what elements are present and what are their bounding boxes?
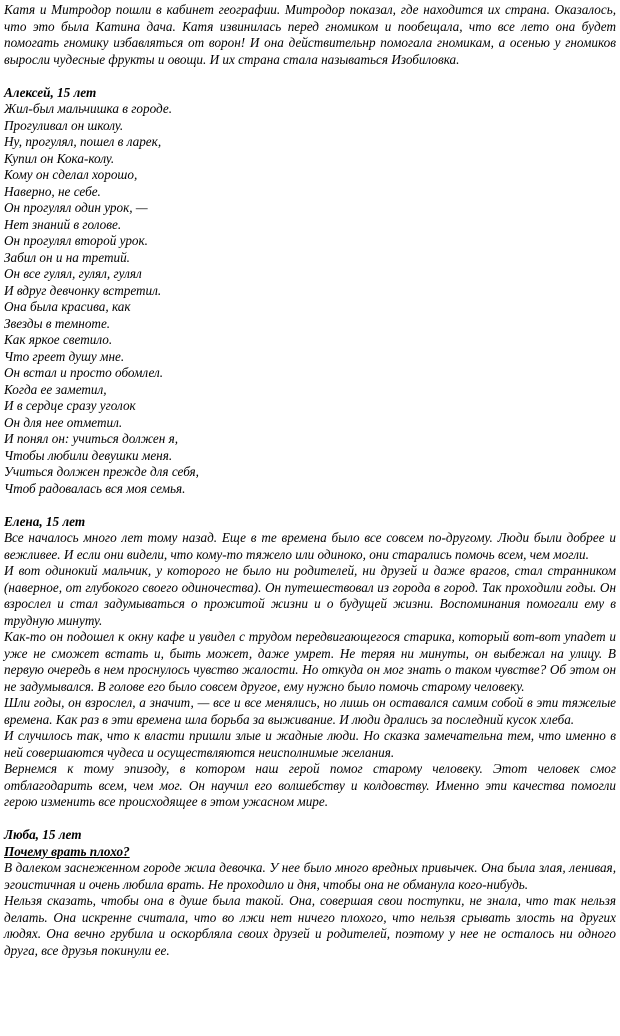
intro-paragraph: Катя и Митродор пошли в кабинет географии. Митродор показал, где находится их страна. Оказалось, что это была Катина дача. Катя извинилась перед гномиком и пообещала, что все лето она будет помогать гномику избавляться от ворон! И она действительнр помогала гномикам, а осенью у гномиков выросли чудесные фрукты и овощи. И их страна стала называться Изобиловка. — [4, 2, 616, 67]
lyuba-section — [4, 827, 616, 959]
poem-line: Что греет душу мне. — [4, 348, 125, 364]
section-gap — [4, 68, 616, 85]
poem-line: Наверно, не себе. — [4, 183, 101, 199]
elena-paragraph: Вернемся к тому эпизоду, в котором наш герой помог старому человеку. Этот человек смог отблагодарить всем, чем мог. Он научил его волшебству и колдовству. Именно эти качества помогли герою изменить все происходящее в этом ужасном мире. — [4, 761, 616, 809]
elena-author-heading: Елена, 15 лет — [4, 513, 86, 529]
poem-line: И в сердце сразу уголок — [4, 398, 136, 413]
poem-line: Нет знаний в голове. — [4, 216, 122, 232]
lyuba-paragraph: Нельзя сказать, чтобы она в душе была такой. Она, совершая свои поступки, не знала, что так нельзя делать. Она искренне считала, что во лжи нет ничего плохого, что нельзя срывать злость на других людях. Она вечно грубила и оскорбляла своих друзей и родителей, поэтому у нее не осталось ни одного друга, все друзья покинули ее. — [4, 893, 616, 958]
alexey-section — [4, 85, 616, 498]
lyuba-story-title: Почему врать плохо? — [4, 843, 130, 859]
poem-line: Звезды в темноте. — [4, 315, 111, 331]
poem-line: Он все гулял, гулял, гулял — [4, 266, 142, 281]
poem-line: Когда ее заметил, — [4, 381, 107, 397]
poem-line: Чтобы любили девушки меня. — [4, 447, 173, 463]
section-gap — [4, 497, 616, 514]
poem-line: Учиться должен прежде для себя, — [4, 464, 199, 479]
poem-line: Он встал и просто обомлел. — [4, 365, 164, 380]
poem-line: Чтоб радовалась вся моя семья. — [4, 480, 186, 496]
elena-paragraph: И случилось так, что к власти пришли злые и жадные люди. Но сказка замечательна тем, что именно в ней совершаются чудеса и осуществляются неисполнимые желания. — [4, 728, 616, 760]
elena-paragraph: Как-то он подошел к окну кафе и увидел с трудом передвигающегося старика, который вот-вот упадет и уже не сможет встать и, быть может, даже умрет. Не теряя ни минуты, он выбежал на улицу. В первую очередь в нем проснулось чувство жалости. Но откуда он мог знать о таком чувстве? Об этом он не задумывался. В голове его было совсем другое, ему нужно было помочь старому человеку. — [4, 629, 616, 694]
elena-paragraph: Шли годы, он взрослел, а значит, — все и все менялись, но лишь он оставался самим собой в эти тяжелые времена. Как раз в эти времена шла борьба за выживание. И люди дрались за последний кусок хлеба. — [4, 695, 616, 727]
alexey-poem — [4, 101, 616, 497]
poem-line: Ну, прогулял, пошел в ларек, — [4, 134, 162, 149]
section-gap — [4, 811, 616, 828]
poem-line: Как яркое светило. — [4, 332, 113, 347]
poem-line: Он прогулял один урок, — — [4, 200, 148, 215]
alexey-author-heading: Алексей, 15 лет — [4, 84, 97, 100]
poem-line: Он для нее отметил. — [4, 414, 123, 430]
poem-line: Кому он сделал хорошо, — [4, 167, 138, 182]
elena-paragraph: Все началось много лет тому назад. Еще в те времена было все совсем по-другому. Люди были добрее и вежливее. И если они видели, что кому-то тяжело или одиноко, они старались помочь всем, чем могли. — [4, 530, 616, 562]
lyuba-paragraph: В далеком заснеженном городе жила девочка. У нее было много вредных привычек. Она была злая, ленивая, эгоистичная и очень любила врать. Не проходило и дня, чтобы она не обманула кого-нибудь. — [4, 860, 616, 892]
elena-paragraph: И вот одинокий мальчик, у которого не было ни родителей, ни друзей и даже врагов, стал странником (наверное, от глубокого своего одиночества). Он путешествовал из города в город. Так проходили годы. Он взрослел и стал задумываться о прожитой жизни и о будущей жизни. Воспоминания помогали ему в трудную минуту. — [4, 563, 616, 628]
poem-line: Купил он Кока-колу. — [4, 150, 115, 166]
poem-line: Забил он и на третий. — [4, 249, 130, 265]
poem-line: Жил-был мальчишка в городе. — [4, 101, 173, 116]
poem-line: И вдруг девчонку встретил. — [4, 282, 162, 298]
poem-line: Он прогулял второй урок. — [4, 233, 148, 248]
poem-line: Она была красива, как — [4, 299, 131, 314]
poem-line: Прогуливал он школу. — [4, 117, 124, 133]
poem-line: И понял он: учиться должен я, — [4, 431, 178, 446]
lyuba-author-heading: Люба, 15 лет — [4, 827, 82, 842]
elena-section — [4, 514, 616, 811]
